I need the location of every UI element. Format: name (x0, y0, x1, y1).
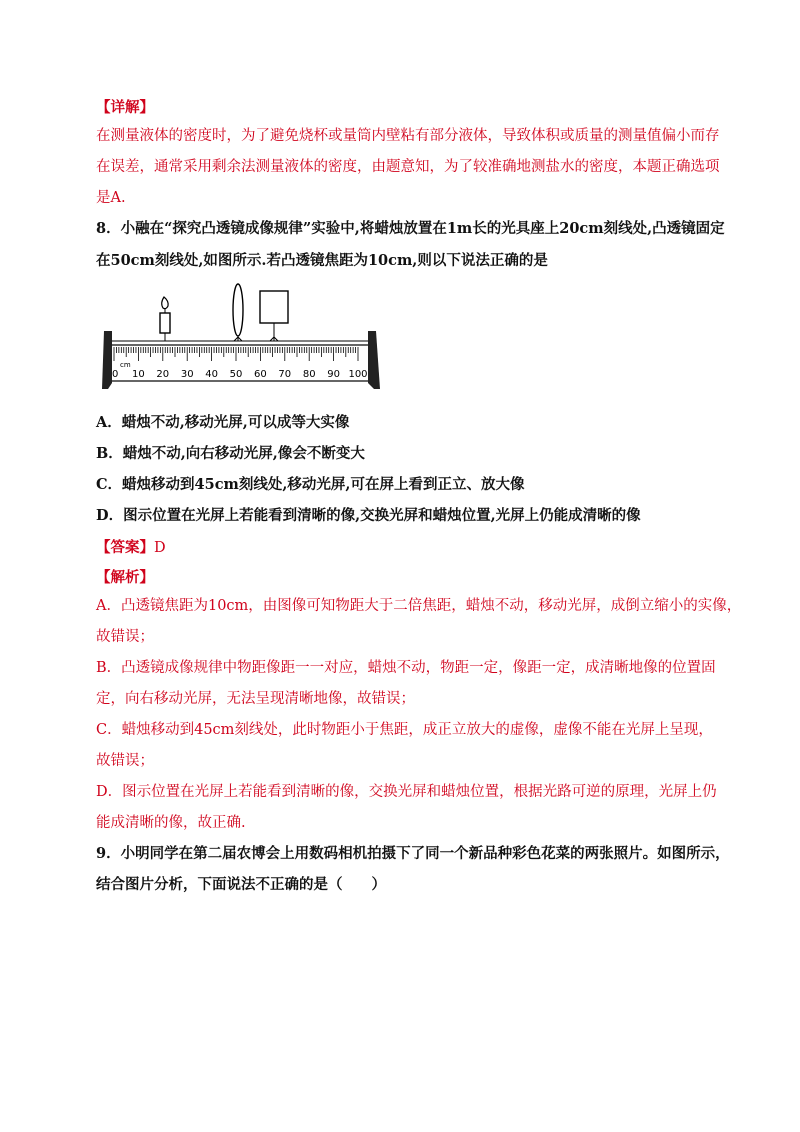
analysis-line-6: 故错误； (96, 753, 154, 769)
q8-option-b: B．蜡烛不动,向右移动光屏,像会不断变大 (96, 445, 365, 462)
analysis-line-2: 故错误； (96, 629, 154, 645)
optical-bench-figure (96, 281, 386, 393)
left-stand (102, 331, 112, 389)
answer-row (96, 536, 166, 557)
detail-line-3: 是A. (96, 190, 126, 206)
scale-label: 100 (348, 369, 368, 380)
q9-stem-line-2: 结合图片分析，下面说法不正确的是（ ） (96, 876, 386, 893)
analysis-line-5: C．蜡烛移动到45cm刻线处，此时物距小于焦距，成正立放大的虚像，虚像不能在光屏上呈现， (96, 722, 713, 738)
analysis-line-8: 能成清晰的像，故正确. (96, 815, 246, 831)
q8-option-d: D．图示位置在光屏上若能看到清晰的像,交换光屏和蜡烛位置,光屏上仍能成清晰的像 (96, 507, 641, 524)
convex-lens (232, 284, 244, 343)
analysis-line-1: A．凸透镜焦距为10cm，由图像可知物距大于二倍焦距，蜡烛不动，移动光屏，成倒立缩小的实像， (96, 598, 742, 614)
scale-label: 0 (112, 369, 119, 380)
scale-label: 10 (132, 369, 145, 380)
analysis-heading: 【解析】 (96, 569, 154, 586)
q8-option-a: A．蜡烛不动,移动光屏,可以成等大实像 (96, 414, 350, 431)
scale-label: 20 (156, 369, 170, 380)
analysis-line-3: B．凸透镜成像规律中物距像距一一对应，蜡烛不动，物距一定，像距一定，成清晰地像的位置固 (96, 660, 716, 676)
scale-label: 90 (327, 369, 340, 380)
analysis-line-4: 定，向右移动光屏，无法呈现清晰地像，故错误； (96, 691, 415, 707)
detail-line-2: 在误差，通常采用剩余法测量液体的密度，由题意知，为了较准确地测盐水的密度，本题正确选项 (96, 159, 720, 175)
answer-heading: 【答案】 (96, 539, 154, 556)
q9-stem-line-1: 9．小明同学在第二届农博会上用数码相机拍摄下了同一个新品种彩色花菜的两张照片。如图所示， (96, 845, 730, 862)
analysis-line-7: D．图示位置在光屏上若能看到清晰的像，交换光屏和蜡烛位置，根据光路可逆的原理，光屏上仍 (96, 784, 717, 800)
answer-value: D (154, 540, 166, 556)
scale-label: 60 (254, 369, 267, 380)
unit-label: cm (120, 361, 131, 369)
scale-label: 80 (302, 369, 316, 380)
detail-heading: 【详解】 (96, 99, 154, 116)
q8-stem-line-1: 8．小融在“探究凸透镜成像规律”实验中,将蜡烛放置在1m长的光具座上20cm刻线处,凸透镜固定 (96, 220, 725, 237)
light-screen (260, 291, 288, 343)
scale-label: 30 (180, 369, 194, 380)
scale-label: 70 (278, 369, 292, 380)
q8-option-c: C．蜡烛移动到45cm刻线处,移动光屏,可在屏上看到正立、放大像 (96, 476, 525, 493)
q8-stem-line-2: 在50cm刻线处,如图所示.若凸透镜焦距为10cm,则以下说法正确的是 (96, 252, 548, 269)
scale-label: 40 (205, 369, 218, 380)
candle (160, 297, 170, 343)
detail-line-1: 在测量液体的密度时，为了避免烧杯或量筒内壁粘有部分液体，导致体积或质量的测量值偏小而存 (96, 128, 720, 144)
scale-label: 50 (229, 369, 243, 380)
right-stand (368, 331, 380, 389)
